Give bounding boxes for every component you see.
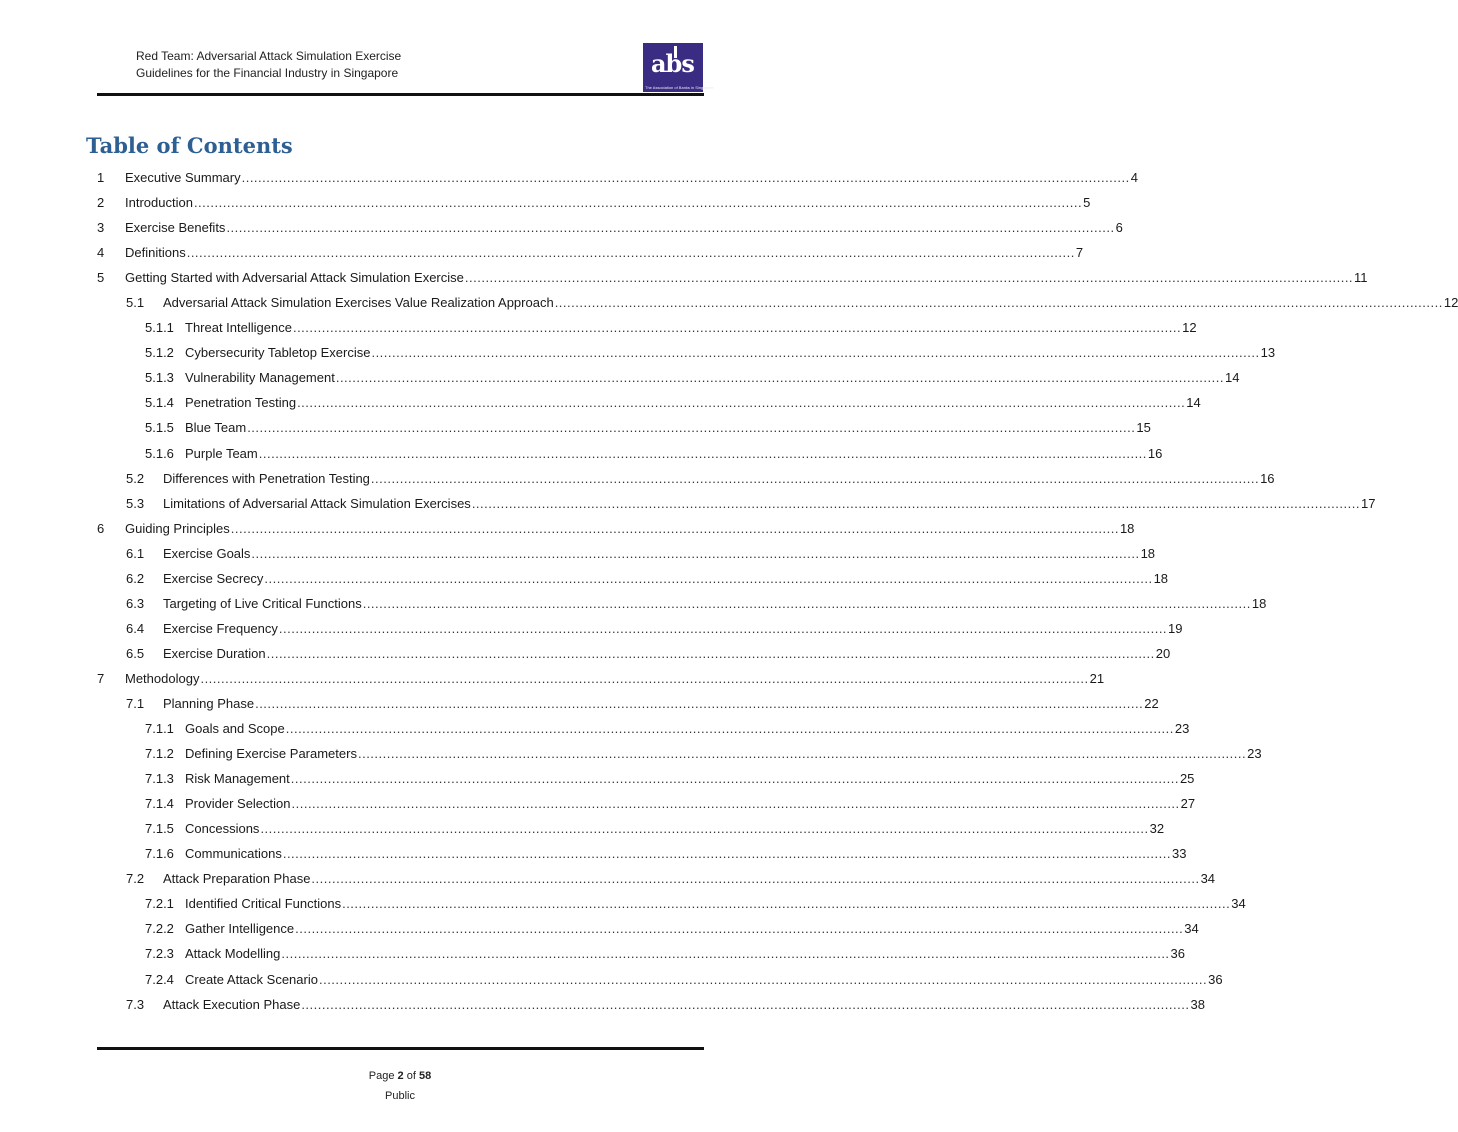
toc-entry-number: 5.1.6 [145,445,174,461]
toc-entry-number: 5.2 [126,470,145,486]
toc-entry[interactable] [97,215,1123,240]
toc-entry-title: Goals and Scope [185,721,285,737]
toc-entry-title: Introduction [125,195,193,211]
toc-entry-number: 6.2 [126,570,145,586]
toc-entry[interactable] [97,441,1163,466]
toc-entry-number: 5.1.1 [145,320,174,336]
toc-dot-leader [259,446,1147,461]
toc-dot-leader [251,546,1139,561]
toc-entry-title: Gather Intelligence [185,921,295,937]
page-prefix: Page [368,1070,395,1082]
toc-entry-body [125,195,1091,211]
toc-heading: Table of Contents [86,133,293,158]
toc-entry-title: Definitions [125,245,186,261]
toc-entry-page: 36 [1170,946,1186,962]
toc-entry-body [125,270,1368,286]
toc-entry-number: 5.1 [126,295,145,311]
toc-entry[interactable] [97,190,1091,215]
toc-entry-title: Threat Intelligence [185,320,292,336]
toc-entry[interactable] [97,967,1223,992]
toc-entry-title: Exercise Frequency [163,620,278,636]
toc-entry-number: 7.3 [126,996,145,1012]
toc-entry[interactable] [97,816,1165,841]
toc-entry-title: Create Attack Scenario [185,971,318,987]
toc-entry-body [163,495,1376,511]
toc-entry-number: 7.1.2 [145,746,174,762]
toc-entry[interactable] [97,666,1105,691]
toc-entry-page: 6 [1115,220,1123,236]
toc-entry-title: Differences with Penetration Testing [163,470,370,486]
toc-dot-leader [187,245,1075,260]
toc-entry-body [125,670,1105,686]
toc-entry-body [185,320,1197,336]
toc-entry[interactable] [97,340,1276,365]
toc-entry-title: Attack Modelling [185,946,281,962]
toc-entry[interactable] [97,491,1376,516]
toc-entry-number: 5.1.4 [145,395,174,411]
toc-entry-page: 12 [1182,320,1197,336]
toc-entry-number: 7.1 [126,696,145,711]
toc-entry-body [163,595,1267,611]
toc-entry-title: Planning Phase [163,696,255,711]
toc-dot-leader [242,170,1130,185]
toc-entry-title: Methodology [125,670,200,686]
toc-entry-body [125,520,1135,536]
toc-entry-number: 6.3 [126,595,145,611]
toc-entry-title: Exercise Secrecy [163,570,264,586]
toc-entry-body [163,470,1275,486]
toc-entry-page: 19 [1168,620,1183,636]
toc-entry-title: Communications [185,846,282,862]
toc-entry-body [163,620,1183,636]
page-current: 2 [397,1070,404,1082]
toc-entry[interactable] [97,866,1216,891]
toc-entry-title: Vulnerability Management [185,370,335,386]
toc-entry-number: 7.1.3 [145,771,174,787]
footer-divider [97,1047,704,1050]
toc-entry-body [163,871,1216,887]
toc-dot-leader [291,771,1179,786]
toc-entry-number: 5 [97,270,105,286]
toc-entry-title: Risk Management [185,771,290,787]
toc-entry-number: 7.1.4 [145,796,174,812]
toc-entry-body [185,771,1195,787]
toc-entry-page: 36 [1208,971,1223,987]
toc-entry-body [185,345,1276,361]
toc-entry-number: 6.5 [126,645,145,661]
toc-entry-number: 5.1.3 [145,370,174,386]
toc-entry-body [185,921,1199,937]
toc-entry-page: 16 [1147,445,1163,461]
toc-entry-page: 38 [1190,996,1205,1012]
toc-entry[interactable] [97,165,1138,190]
toc-dot-leader [279,621,1167,636]
toc-entry-number: 7.2 [126,871,145,887]
toc-entry[interactable] [97,691,1159,716]
toc-entry[interactable] [97,941,1186,966]
toc-dot-leader [255,696,1143,711]
toc-entry-number: 4 [97,245,105,261]
toc-dot-leader [283,846,1171,861]
header-title [136,48,401,82]
toc-entry[interactable] [97,616,1183,641]
toc-entry-page: 18 [1140,545,1156,561]
toc-entry-body [185,896,1246,912]
toc-entry-title: Attack Execution Phase [163,996,301,1012]
toc-entry-page: 34 [1184,921,1199,937]
toc-entry[interactable] [97,916,1199,941]
toc-entry[interactable] [97,516,1135,541]
toc-entry-page: 12 [1443,295,1458,311]
toc-entry-body [185,721,1190,737]
toc-entry-body [185,821,1165,837]
toc-entry-title: Attack Preparation Phase [163,871,311,887]
toc-entry-page: 5 [1083,195,1091,211]
toc-entry[interactable] [97,466,1275,491]
toc-dot-leader [371,345,1259,360]
toc-entry-page: 32 [1149,821,1165,837]
toc-entry-title: Concessions [185,821,260,837]
page-number [0,1070,800,1082]
toc-entry-page: 15 [1136,420,1151,436]
header-line-1: Red Team: Adversarial Attack Simulation Exercise [136,49,402,63]
toc-entry-page: 33 [1171,846,1187,862]
toc-entry-page: 4 [1130,170,1138,186]
toc-entry[interactable] [97,891,1246,916]
toc-dot-leader [264,571,1152,586]
toc-entry-title: Provider Selection [185,796,291,812]
toc-entry[interactable] [97,591,1267,616]
toc-entry-page: 18 [1119,520,1135,536]
toc-entry-number: 7.1.6 [145,846,174,862]
toc-entry-page: 22 [1144,696,1159,711]
toc-entry-body [125,245,1084,261]
toc-entry-title: Executive Summary [125,170,241,186]
toc-entry-number: 1 [97,170,105,186]
toc-entry[interactable] [97,390,1201,415]
toc-entry-number: 7.1.1 [145,721,174,737]
toc-dot-leader [260,821,1148,836]
toc-entry-page: 14 [1186,395,1201,411]
toc-entry-page: 27 [1180,796,1196,812]
toc-dot-leader [465,270,1353,285]
toc-entry-body [185,445,1163,461]
toc-entry-title: Guiding Principles [125,520,230,536]
toc-entry-number: 5.1.5 [145,420,174,436]
toc-entry-body [185,796,1196,812]
toc-entry[interactable] [97,541,1156,566]
toc-entry[interactable] [97,415,1151,440]
toc-entry-page: 18 [1153,570,1169,586]
toc-entry-title: Targeting of Live Critical Functions [163,595,362,611]
toc-entry-page: 14 [1224,370,1240,386]
toc-entry-page: 34 [1200,871,1216,887]
toc-entry[interactable] [97,566,1169,591]
toc-entry-title: Cybersecurity Tabletop Exercise [185,345,371,361]
toc-entry-title: Getting Started with Adversarial Attack Simulation Exercise [125,270,464,286]
toc-entry-page: 17 [1360,495,1376,511]
toc-entry-body [163,545,1156,561]
logo-caption: The Association of Banks in Singapore [645,85,714,90]
toc-entry[interactable] [97,641,1171,666]
toc-entry-number: 7.2.4 [145,971,174,987]
toc-entry-title: Adversarial Attack Simulation Exercises Value Realization Approach [163,295,554,311]
toc-entry-title: Defining Exercise Parameters [185,746,357,762]
toc-dot-leader [200,671,1088,686]
toc-entry-number: 7.1.5 [145,821,174,837]
toc-entry[interactable] [97,716,1190,741]
toc-entry-number: 6 [97,520,105,536]
toc-dot-leader [319,972,1207,987]
toc-dot-leader [267,646,1155,661]
toc-entry-body [125,220,1123,236]
toc-dot-leader [194,195,1082,210]
toc-entry-body [185,420,1151,436]
toc-entry-number: 5.3 [126,495,145,511]
toc-dot-leader [295,921,1183,936]
toc-dot-leader [472,496,1360,511]
toc-entry-number: 7.2.3 [145,946,174,962]
toc-entry-title: Purple Team [185,445,258,461]
toc-entry-page: 23 [1247,746,1262,762]
toc-entry[interactable] [97,365,1240,390]
toc-entry[interactable] [97,265,1368,290]
toc-entry-body [163,996,1205,1012]
toc-entry[interactable] [97,741,1262,766]
toc-entry-title: Limitations of Adversarial Attack Simulation Exercises [163,495,471,511]
toc-dot-leader [336,370,1224,385]
toc-entry-number: 5.1.2 [145,345,174,361]
page-of: of [406,1070,416,1082]
toc-entry-page: 34 [1231,896,1246,912]
toc-entry-number: 6.1 [126,545,145,561]
toc-entry-page: 25 [1179,771,1195,787]
toc-entry-page: 20 [1155,645,1171,661]
toc-entry[interactable] [97,841,1187,866]
toc-entry[interactable] [97,240,1084,265]
toc-entry-page: 11 [1354,270,1368,286]
table-of-contents [97,165,1458,1017]
toc-entry-title: Exercise Goals [163,545,251,561]
toc-entry-page: 23 [1174,721,1190,737]
toc-entry[interactable] [97,766,1195,791]
toc-entry-body [185,946,1186,962]
toc-entry-body [185,971,1223,987]
toc-dot-leader [281,946,1169,961]
toc-dot-leader [286,721,1174,736]
toc-entry-page: 21 [1089,670,1105,686]
toc-entry-body [163,696,1159,711]
header-line-2: Guidelines for the Financial Industry in Singapore [136,66,399,80]
toc-entry-number: 6.4 [126,620,145,636]
toc-entry-body [185,746,1262,762]
toc-dot-leader [247,420,1135,435]
toc-dot-leader [301,997,1189,1012]
toc-dot-leader [292,796,1180,811]
document-classification: Public [385,1090,415,1102]
toc-dot-leader [311,871,1199,886]
toc-entry-body [163,645,1171,661]
toc-entry[interactable] [97,315,1197,340]
toc-entry-number: 7.2.2 [145,921,174,937]
page-total: 58 [418,1070,432,1082]
abs-logo [643,43,714,92]
toc-dot-leader [342,896,1230,911]
toc-entry-body [185,395,1201,411]
toc-dot-leader [231,521,1119,536]
logo-mark: abs [651,49,694,78]
toc-entry-page: 7 [1075,245,1084,261]
toc-dot-leader [293,320,1181,335]
toc-entry-page: 18 [1251,595,1267,611]
toc-entry-body [163,295,1458,311]
toc-dot-leader [555,295,1443,310]
toc-entry[interactable] [97,992,1205,1017]
toc-dot-leader [358,746,1246,761]
toc-dot-leader [226,220,1114,235]
toc-entry-page: 16 [1260,470,1275,486]
header-divider [97,93,704,96]
toc-entry-number: 2 [97,195,105,211]
toc-entry-number: 3 [97,220,105,236]
toc-entry-body [125,170,1138,186]
toc-entry-title: Penetration Testing [185,395,297,411]
toc-entry[interactable] [97,791,1196,816]
toc-entry-title: Exercise Benefits [125,220,226,236]
toc-dot-leader [297,395,1185,410]
toc-entry-body [163,570,1169,586]
toc-entry-number: 7.2.1 [145,896,174,912]
toc-entry[interactable] [97,290,1458,315]
toc-dot-leader [371,471,1259,486]
toc-entry-body [185,370,1240,386]
toc-entry-number: 7 [97,670,105,686]
toc-entry-body [185,846,1187,862]
toc-entry-page: 13 [1260,345,1276,361]
toc-entry-title: Exercise Duration [163,645,266,661]
toc-entry-title: Blue Team [185,420,247,436]
toc-entry-title: Identified Critical Functions [185,896,342,912]
toc-dot-leader [363,596,1251,611]
